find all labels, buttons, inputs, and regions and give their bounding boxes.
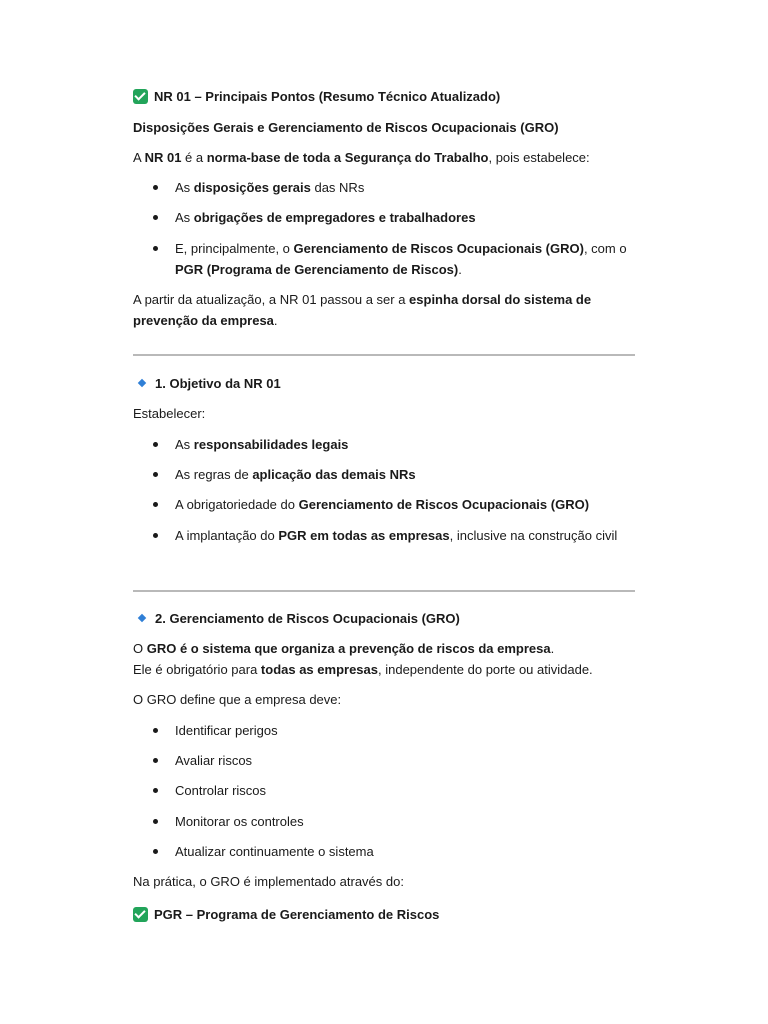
bullet-icon [153,788,158,793]
paragraph: O GRO define que a empresa deve: [133,692,342,707]
bullet-icon [153,442,158,447]
bullet-icon [153,728,158,733]
check-mark-icon [133,89,148,104]
bullet-icon [153,185,158,190]
check-mark-icon [133,907,148,922]
section-divider [133,590,635,592]
bullet-icon [153,849,158,854]
paragraph: Na prática, o GRO é implementado através do: [133,874,404,889]
bullet-icon [153,819,158,824]
paragraph: Ele é obrigatório para todas as empresas, independente do porte ou atividade. [133,662,593,677]
update-paragraph: A partir da atualização, a NR 01 passou a ser a espinha dorsal do sistema de prevenção da empresa. [133,292,592,328]
intro-paragraph: A NR 01 é a norma-base de toda a Segurança do Trabalho, pois estabelece: [133,150,590,165]
section-divider [133,354,635,356]
section-heading: 2. Gerenciamento de Riscos Ocupacionais (GRO) [133,608,635,629]
bullet-icon [153,215,158,220]
document-subtitle: Disposições Gerais e Gerenciamento de Riscos Ocupacionais (GRO) [133,120,559,135]
bullet-icon [153,246,158,251]
bullet-icon [153,758,158,763]
bullet-icon [153,533,158,538]
diamond-icon [138,614,146,622]
bullet-icon [153,502,158,507]
section-heading: 1. Objetivo da NR 01 [133,373,635,394]
document-title: NR 01 – Principais Pontos (Resumo Técnico Atualizado) [133,86,635,107]
final-heading: PGR – Programa de Gerenciamento de Riscos [133,904,635,925]
diamond-icon [138,379,146,387]
paragraph: O GRO é o sistema que organiza a prevenção de riscos da empresa. [133,641,555,656]
section-lead: Estabelecer: [133,406,206,421]
bullet-icon [153,472,158,477]
